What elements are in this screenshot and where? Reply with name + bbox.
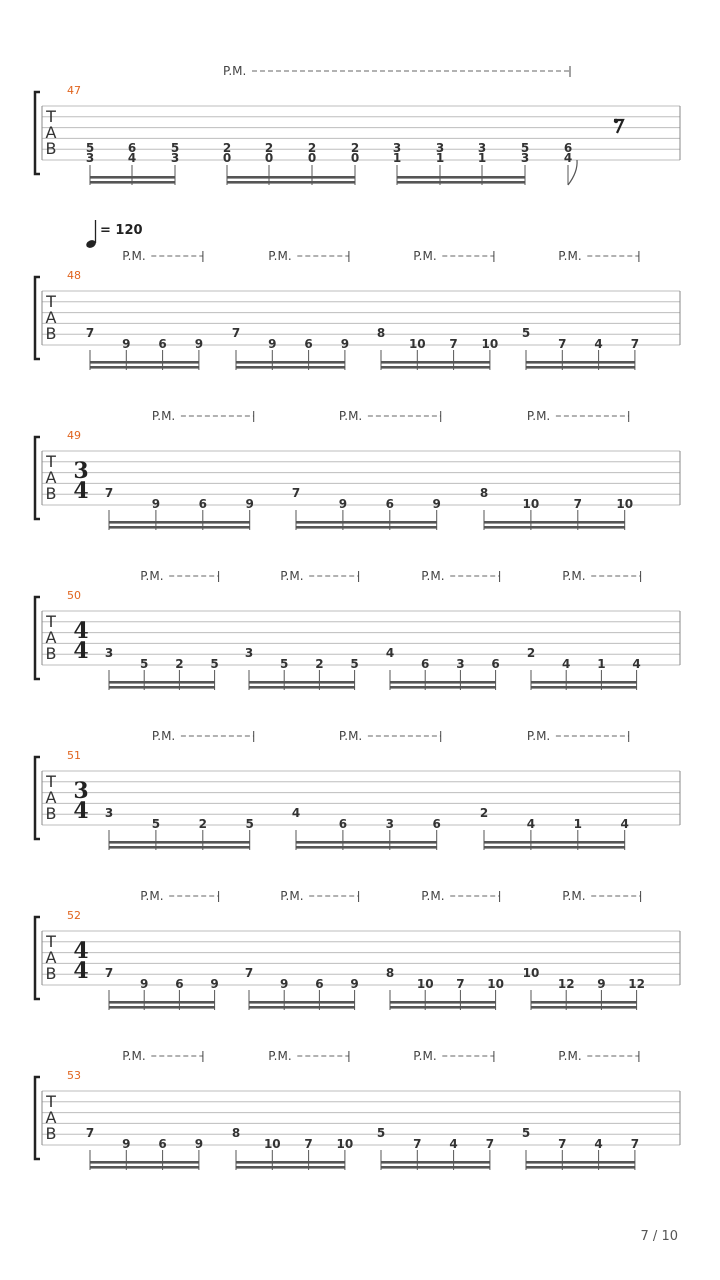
system-bracket <box>35 277 40 359</box>
beam <box>109 521 250 524</box>
fret-number: 6 <box>158 337 167 351</box>
fret-number: 4 <box>620 817 629 831</box>
fret-number: 9 <box>340 337 350 351</box>
system-bracket <box>35 757 40 839</box>
palm-mute-label: P.M. <box>280 889 304 903</box>
measure-number: 49 <box>67 429 81 442</box>
beam <box>531 1006 637 1009</box>
beam <box>90 176 175 179</box>
fret-number: 10 <box>616 497 634 511</box>
fret-number: 7 <box>558 1137 567 1151</box>
beam <box>296 841 437 844</box>
palm-mute-label: P.M. <box>338 729 363 743</box>
beam <box>249 686 355 689</box>
beam <box>249 1006 355 1009</box>
fret-number: 9 <box>194 337 204 351</box>
tab-clef-letter: T <box>46 932 56 951</box>
fret-number: 4 <box>562 657 571 671</box>
fret-number: 3 <box>477 141 487 155</box>
fret-number: 9 <box>122 1137 131 1151</box>
fret-number: 10 <box>522 497 540 511</box>
beam <box>531 1001 637 1004</box>
beam <box>390 686 496 689</box>
fret-number: 9 <box>245 497 254 511</box>
fret-number: 1 <box>392 151 402 165</box>
fret-number: 2 <box>222 141 232 155</box>
fret-number: 6 <box>198 497 207 511</box>
fret-number: 6 <box>338 817 348 831</box>
fret-number: 7 <box>485 1137 495 1151</box>
beam <box>296 846 437 849</box>
fret-number: 7 <box>85 326 95 340</box>
fret-number: 5 <box>170 141 180 155</box>
beam <box>296 526 437 529</box>
tab-clef-letter: B <box>45 139 57 158</box>
tab-system-53 <box>35 1049 680 1170</box>
fret-number: 9 <box>140 977 149 991</box>
beam <box>236 1166 345 1169</box>
fret-number: 6 <box>315 977 324 991</box>
tab-clef-letter: B <box>45 644 57 663</box>
tab-clef-letter: T <box>46 612 56 631</box>
fret-number: 2 <box>350 141 360 155</box>
fret-number: 6 <box>175 977 184 991</box>
fret-number: 5 <box>210 657 219 671</box>
measure-number: 50 <box>67 589 81 602</box>
fret-number: 9 <box>597 977 606 991</box>
fret-number: 10 <box>481 337 499 351</box>
fret-number: 10 <box>487 977 504 991</box>
fret-number: 1 <box>597 657 606 671</box>
fret-number: 3 <box>435 141 445 155</box>
tab-clef-letter: B <box>45 324 57 343</box>
fret-number: 12 <box>628 977 645 991</box>
tab-clef-letter: T <box>46 1092 56 1111</box>
palm-mute-label: P.M. <box>280 569 304 583</box>
time-signature-top: 3 <box>73 778 89 804</box>
beam <box>109 846 250 849</box>
tab-clef-letter: B <box>45 804 57 823</box>
beam <box>531 681 637 684</box>
fret-number: 9 <box>432 497 441 511</box>
beam <box>390 1001 496 1004</box>
tab-clef-letter: A <box>45 788 57 807</box>
fret-number: 10 <box>408 337 426 351</box>
palm-mute-label: P.M. <box>421 889 445 903</box>
fret-number: 4 <box>594 337 603 351</box>
fret-number: 2 <box>479 806 489 820</box>
beam <box>90 361 199 364</box>
tempo-marking: = 120 <box>100 223 143 238</box>
fret-number: 3 <box>104 806 114 820</box>
fret-number: 9 <box>268 337 277 351</box>
beam <box>381 366 490 369</box>
beam <box>484 521 625 524</box>
palm-mute-label: P.M. <box>268 249 292 263</box>
fret-number: 2 <box>198 817 207 831</box>
fret-number: 8 <box>479 486 489 500</box>
tab-clef-letter: B <box>45 484 57 503</box>
palm-mute-label: P.M. <box>268 1049 292 1063</box>
tab-system-49 <box>35 409 680 530</box>
eighth-rest-dot <box>614 119 618 123</box>
palm-mute-label: P.M. <box>140 569 164 583</box>
tab-clef-letter: T <box>46 107 56 126</box>
palm-mute-label: P.M. <box>526 729 551 743</box>
time-signature-bottom: 4 <box>73 478 89 504</box>
beam <box>227 181 355 184</box>
tab-clef-letter: B <box>45 964 57 983</box>
beam <box>484 846 625 849</box>
fret-number: 5 <box>245 817 254 831</box>
beam <box>390 1006 496 1009</box>
fret-number: 3 <box>520 151 530 165</box>
fret-number: 3 <box>456 657 465 671</box>
measure-number: 52 <box>67 909 81 922</box>
beam <box>484 841 625 844</box>
palm-mute-label: P.M. <box>122 249 146 263</box>
tab-system-51 <box>35 729 680 850</box>
beam <box>249 1001 355 1004</box>
beam <box>90 181 175 184</box>
measure-number: 47 <box>67 84 81 97</box>
fret-number: 5 <box>350 657 359 671</box>
beam <box>236 1161 345 1164</box>
fret-number: 2 <box>526 646 536 660</box>
beam <box>526 361 635 364</box>
fret-number: 5 <box>85 141 95 155</box>
fret-number: 6 <box>563 141 573 155</box>
fret-number: 5 <box>521 1126 531 1140</box>
beam <box>249 681 355 684</box>
beam <box>109 841 250 844</box>
fret-number: 3 <box>104 646 114 660</box>
tab-clef-letter: T <box>46 292 56 311</box>
palm-mute-label: P.M. <box>421 569 445 583</box>
beam <box>109 686 215 689</box>
fret-number: 8 <box>376 326 386 340</box>
tab-clef-letter: A <box>45 1108 57 1127</box>
palm-mute-label: P.M. <box>558 1049 582 1063</box>
palm-mute-label: P.M. <box>151 729 176 743</box>
tab-clef-letter: A <box>45 308 57 327</box>
fret-number: 9 <box>122 337 131 351</box>
measure-number: 53 <box>67 1069 81 1082</box>
fret-number: 9 <box>338 497 348 511</box>
fret-number: 2 <box>315 657 324 671</box>
fret-number: 6 <box>421 657 430 671</box>
system-bracket <box>35 92 40 174</box>
fret-number: 7 <box>456 977 465 991</box>
tab-clef-letter: B <box>45 1124 57 1143</box>
fret-number: 10 <box>336 1137 354 1151</box>
beam <box>227 176 355 179</box>
tab-clef-letter: A <box>45 628 57 647</box>
beam <box>109 526 250 529</box>
fret-number: 5 <box>521 326 531 340</box>
palm-mute-label: P.M. <box>413 249 437 263</box>
tab-clef-letter: T <box>46 772 56 791</box>
tab-clef-letter: T <box>46 452 56 471</box>
fret-number: 7 <box>85 1126 95 1140</box>
fret-number: 7 <box>413 1137 422 1151</box>
fret-number: 4 <box>594 1137 603 1151</box>
palm-mute-label: P.M. <box>413 1049 437 1063</box>
beam <box>90 366 199 369</box>
system-bracket <box>35 917 40 999</box>
fret-number: 5 <box>140 657 149 671</box>
fret-number: 2 <box>264 141 274 155</box>
time-signature-top: 4 <box>73 938 89 964</box>
fret-number: 7 <box>104 966 114 980</box>
beam <box>109 681 215 684</box>
fret-number: 1 <box>573 817 582 831</box>
fret-number: 3 <box>392 141 402 155</box>
fret-number: 3 <box>85 151 95 165</box>
measure-number: 48 <box>67 269 81 282</box>
system-bracket <box>35 1077 40 1159</box>
fret-number: 4 <box>291 806 301 820</box>
fret-number: 2 <box>175 657 184 671</box>
tab-clef-letter: A <box>45 123 57 142</box>
fret-number: 10 <box>522 966 540 980</box>
beam <box>526 1166 635 1169</box>
beam <box>236 366 345 369</box>
beam <box>531 686 637 689</box>
time-signature-top: 3 <box>73 458 89 484</box>
fret-number: 3 <box>244 646 254 660</box>
palm-mute-label: P.M. <box>122 1049 146 1063</box>
palm-mute-label: P.M. <box>338 409 363 423</box>
fret-number: 9 <box>151 497 161 511</box>
fret-number: 8 <box>231 1126 241 1140</box>
tab-system-50 <box>35 569 680 690</box>
tab-system-48 <box>35 220 680 370</box>
fret-number: 7 <box>558 337 567 351</box>
palm-mute-label: P.M. <box>151 409 176 423</box>
fret-number: 0 <box>307 151 317 165</box>
fret-number: 5 <box>520 141 530 155</box>
fret-number: 9 <box>350 977 359 991</box>
beam <box>381 1166 490 1169</box>
time-signature-bottom: 4 <box>73 958 89 984</box>
fret-number: 9 <box>280 977 289 991</box>
fret-number: 1 <box>477 151 487 165</box>
fret-number: 4 <box>563 151 573 165</box>
fret-number: 5 <box>376 1126 386 1140</box>
beam <box>397 181 525 184</box>
fret-number: 4 <box>632 657 641 671</box>
palm-mute-label: P.M. <box>223 64 247 78</box>
beam <box>109 1006 215 1009</box>
beam <box>296 521 437 524</box>
fret-number: 4 <box>127 151 137 165</box>
palm-mute-label: P.M. <box>558 249 582 263</box>
time-signature-bottom: 4 <box>73 638 89 664</box>
fret-number: 2 <box>307 141 317 155</box>
page-number: 7 / 10 <box>640 1229 678 1244</box>
fret-number: 12 <box>557 977 575 991</box>
fret-number: 7 <box>573 497 582 511</box>
beam <box>109 1001 215 1004</box>
fret-number: 7 <box>630 1137 640 1151</box>
fret-number: 5 <box>280 657 289 671</box>
fret-number: 6 <box>304 337 313 351</box>
fret-number: 7 <box>104 486 114 500</box>
fret-number: 1 <box>435 151 445 165</box>
tab-system-52 <box>35 889 680 1010</box>
beam <box>397 176 525 179</box>
system-bracket <box>35 597 40 679</box>
fret-number: 4 <box>385 646 395 660</box>
measure-number: 51 <box>67 749 81 762</box>
fret-number: 9 <box>210 977 219 991</box>
fret-number: 5 <box>151 817 161 831</box>
palm-mute-label: P.M. <box>562 889 586 903</box>
palm-mute-label: P.M. <box>140 889 164 903</box>
beam <box>526 366 635 369</box>
fret-number: 6 <box>385 497 394 511</box>
fret-number: 10 <box>416 977 434 991</box>
fret-number: 7 <box>630 337 640 351</box>
palm-mute-label: P.M. <box>526 409 551 423</box>
beam <box>236 361 345 364</box>
fret-number: 0 <box>350 151 360 165</box>
fret-number: 6 <box>158 1137 167 1151</box>
system-bracket <box>35 437 40 519</box>
fret-number: 0 <box>264 151 274 165</box>
fret-number: 3 <box>385 817 394 831</box>
tab-clef-letter: A <box>45 948 57 967</box>
beam <box>90 1161 199 1164</box>
beam <box>484 526 625 529</box>
beam <box>381 1161 490 1164</box>
time-signature-bottom: 4 <box>73 798 89 824</box>
fret-number: 6 <box>491 657 500 671</box>
tab-system-47 <box>35 64 680 185</box>
palm-mute-label: P.M. <box>562 569 586 583</box>
fret-number: 8 <box>385 966 395 980</box>
beam <box>526 1161 635 1164</box>
fret-number: 6 <box>127 141 137 155</box>
fret-number: 7 <box>304 1137 313 1151</box>
fret-number: 0 <box>222 151 232 165</box>
beam <box>381 361 490 364</box>
fret-number: 9 <box>194 1137 204 1151</box>
fret-number: 7 <box>244 966 254 980</box>
fret-number: 7 <box>291 486 301 500</box>
fret-number: 10 <box>263 1137 281 1151</box>
time-signature-top: 4 <box>73 618 89 644</box>
fret-number: 6 <box>432 817 441 831</box>
beam <box>90 1166 199 1169</box>
fret-number: 7 <box>231 326 241 340</box>
beam <box>390 681 496 684</box>
fret-number: 4 <box>526 817 536 831</box>
fret-number: 7 <box>449 337 458 351</box>
fret-number: 3 <box>170 151 180 165</box>
fret-number: 4 <box>449 1137 458 1151</box>
tab-clef-letter: A <box>45 468 57 487</box>
